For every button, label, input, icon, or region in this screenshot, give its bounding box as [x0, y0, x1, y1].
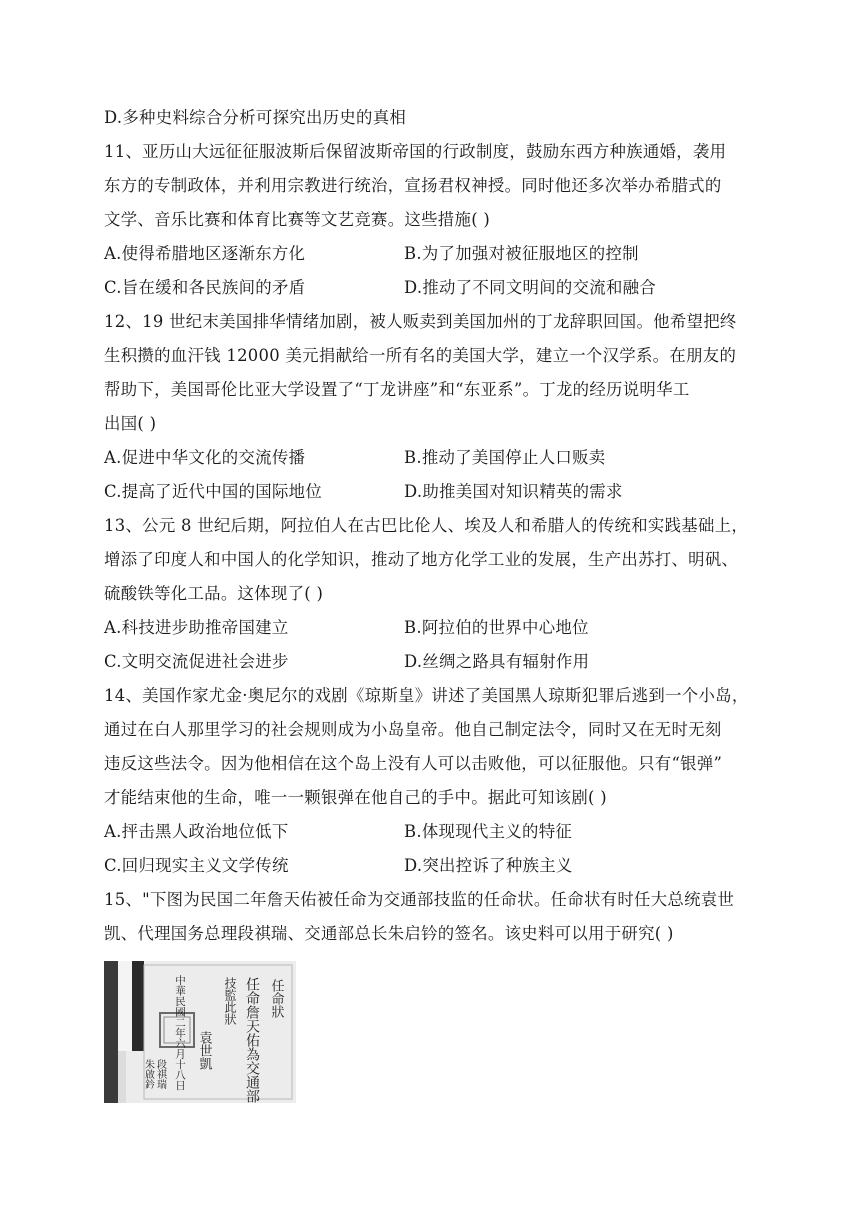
- options-row: [104, 815, 774, 849]
- calligraphy-column: 朱啟鈐: [142, 1059, 154, 1089]
- question-text-line: 14、美国作家尤金·奥尼尔的戏剧《琼斯皇》讲述了美国黑人琼斯犯罪后逃到一个小岛，: [104, 686, 749, 705]
- question-text-line: 才能结束他的生命，唯一一颗银弹在他自己的手中。据此可知该剧( ): [104, 788, 607, 807]
- question-text-line: 违反这些法令。因为他相信在这个岛上没有人可以击败他，可以征服他。只有“银弹”: [104, 754, 723, 773]
- option-d: D.助推美国对知识精英的需求: [404, 482, 623, 501]
- options-row: [104, 271, 774, 305]
- option-d: D.突出控诉了种族主义: [404, 856, 573, 875]
- question-text-line: 通过在白人那里学习的社会规则成为小岛皇帝。他自己制定法令，同时又在无时无刻: [104, 720, 722, 739]
- calligraphy-column: 技監此狀: [223, 977, 237, 1025]
- question-text-line: 12、19 世纪末美国排华情绪加剧，被人贩卖到美国加州的丁龙辞职回国。他希望把终: [104, 312, 737, 331]
- options-row: [104, 849, 774, 883]
- option-a: A.科技进步助推帝国建立: [104, 618, 289, 637]
- calligraphy-column: 任命詹天佑為交通部: [244, 977, 260, 1103]
- question-text-line: 出国( ): [104, 414, 157, 433]
- options-row: [104, 611, 774, 645]
- option-c: C.提高了近代中国的国际地位: [104, 482, 323, 501]
- question-14: [104, 679, 774, 883]
- option-b: B.阿拉伯的世界中心地位: [404, 618, 589, 637]
- option-d: D.推动了不同文明间的交流和融合: [404, 278, 657, 297]
- question-text-line: 生积攒的血汗钱 12000 美元捐献给一所有名的美国大学，建立一个汉学系。在朋友的: [104, 346, 737, 365]
- option-a: A.使得希腊地区逐渐东方化: [104, 244, 306, 263]
- q10-option-d: D.多种史料综合分析可探究出历史的真相: [104, 108, 407, 127]
- option-c: C.旨在缓和各民族间的矛盾: [104, 278, 306, 297]
- calligraphy-column: 中華民國二年六月十八日: [174, 975, 186, 1091]
- question-text-line: 文学、音乐比赛和体育比赛等文艺竞赛。这些措施( ): [104, 210, 491, 229]
- options-row: [104, 441, 774, 475]
- option-b: B.为了加强对被征服地区的控制: [404, 244, 639, 263]
- question-text-line: 11、亚历山大远征征服波斯后保留波斯帝国的行政制度，鼓励东西方种族通婚，袭用: [104, 142, 727, 161]
- option-b: B.推动了美国停止人口贩卖: [404, 448, 606, 467]
- appointment-certificate-drawing: [104, 961, 296, 1103]
- options-row: [104, 237, 774, 271]
- question-text-line: 硫酸铁等化工品。这体现了( ): [104, 584, 324, 603]
- question-text-line: 凯、代理国务总理段祺瑞、交通部总长朱启钤的签名。该史料可以用于研究( ): [104, 924, 674, 943]
- calligraphy-column: 段祺瑞: [154, 1059, 166, 1089]
- option-c: C.文明交流促进社会进步: [104, 652, 289, 671]
- question-text-line: 增添了印度人和中国人的化学知识，推动了地方化学工业的发展，生产出苏打、明矾、: [104, 550, 739, 569]
- question-text-line: 帮助下，美国哥伦比亚大学设置了“丁龙讲座”和“东亚系”。丁龙的经历说明华工: [104, 380, 690, 399]
- option-d: D.丝绸之路具有辐射作用: [404, 652, 590, 671]
- question-13: [104, 509, 774, 679]
- question-text-line: 东方的专制政体，并利用宗教进行统治，宣扬君权神授。同时他还多次举办希腊式的: [104, 176, 722, 195]
- exam-page: [104, 101, 774, 1103]
- question-15: [104, 883, 774, 1103]
- appointment-certificate-image: [104, 961, 296, 1103]
- question-12: [104, 305, 774, 509]
- calligraphy-column: 任命狀: [268, 979, 284, 1018]
- options-row: [104, 475, 774, 509]
- calligraphy-column: 袁世凱: [196, 1031, 212, 1070]
- question-text-line: 13、公元 8 世纪后期，阿拉伯人在古巴比伦人、埃及人和希腊人的传统和实践基础上，: [104, 516, 749, 535]
- option-a: A.抨击黑人政治地位低下: [104, 822, 289, 841]
- question-text-line: 15、"下图为民国二年詹天佑被任命为交通部技监的任命状。任命状有时任大总统袁世: [104, 890, 735, 909]
- options-row: [104, 645, 774, 679]
- option-c: C.回归现实主义文学传统: [104, 856, 289, 875]
- option-b: B.体现现代主义的特征: [404, 822, 573, 841]
- question-11: [104, 135, 774, 305]
- option-a: A.促进中华文化的交流传播: [104, 448, 306, 467]
